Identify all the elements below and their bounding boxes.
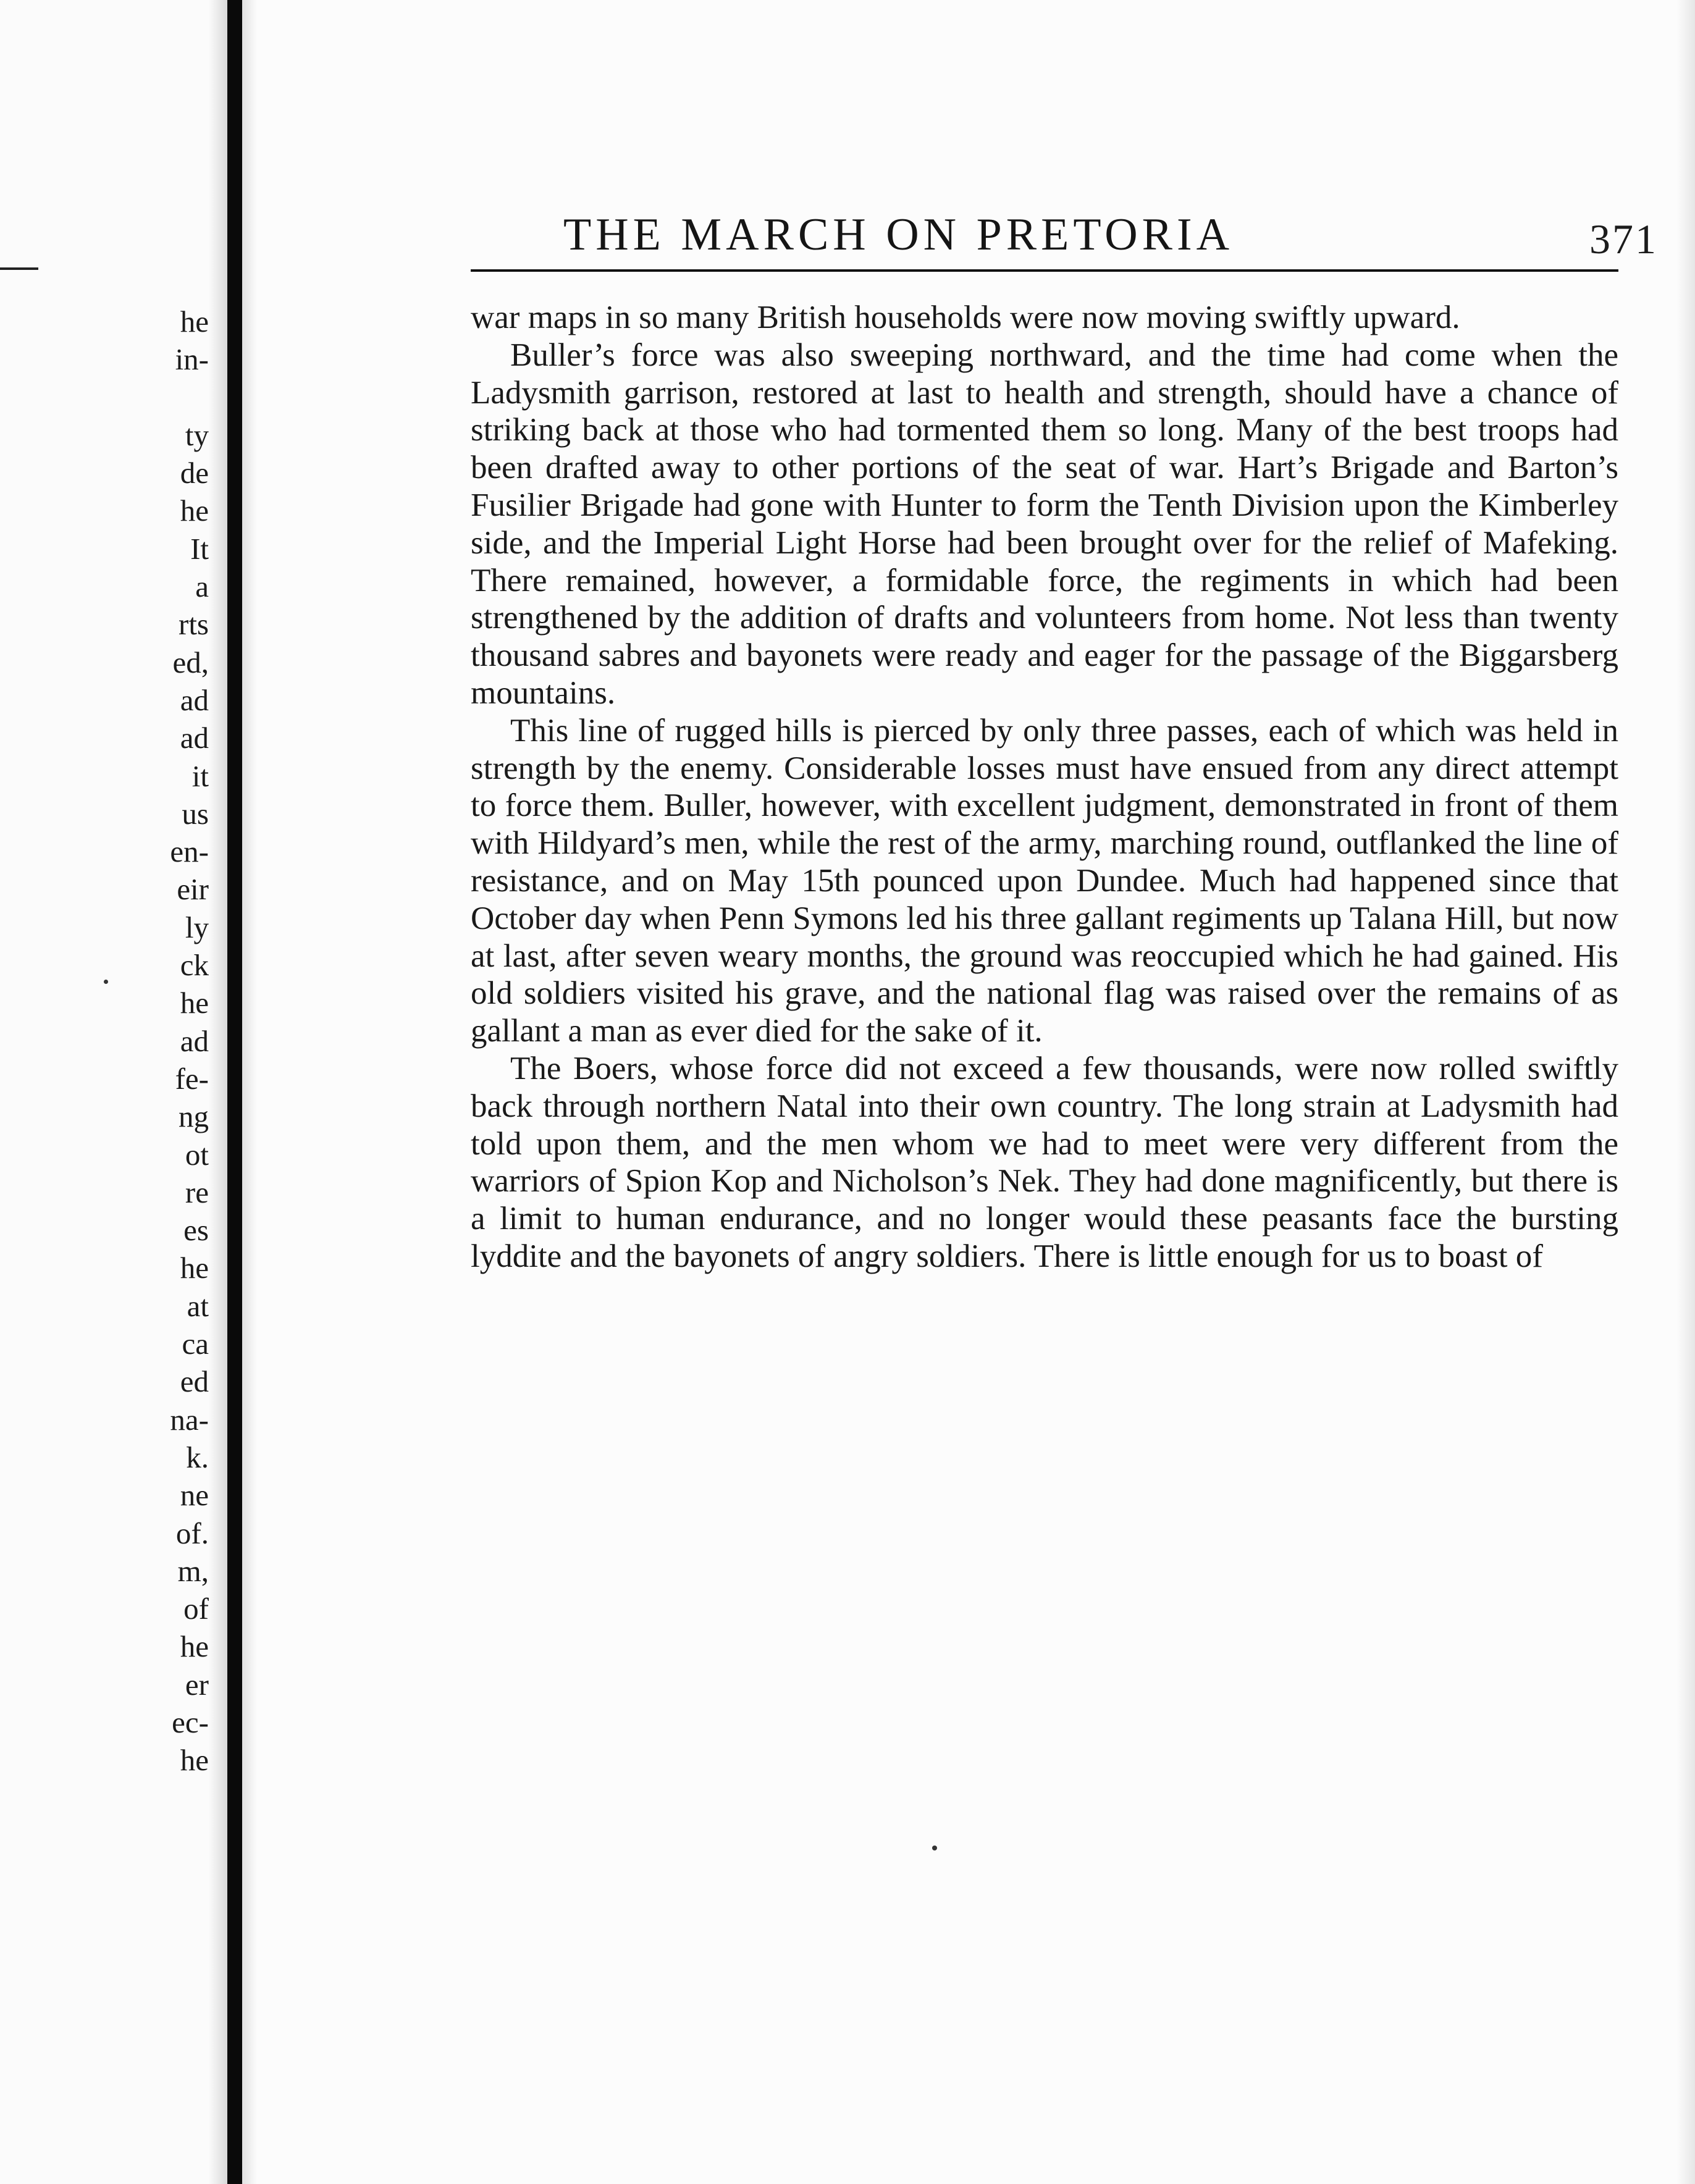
facing-page-fragment: in-: [175, 342, 209, 377]
facing-page-fragment: he: [180, 494, 209, 528]
facing-page-fragment: [85, 379, 209, 416]
facing-page-fragment: es: [183, 1213, 209, 1248]
running-head: [563, 203, 1663, 271]
facing-page-fragment: fe-: [175, 1061, 209, 1096]
book-page: [242, 0, 1695, 2184]
facing-page-fragment: of.: [175, 1516, 209, 1550]
facing-page-fragment: ca: [182, 1327, 209, 1361]
facing-page-fragment: m,: [177, 1553, 209, 1588]
page-number: 371: [1589, 216, 1658, 262]
page-inner-edge: [242, 0, 257, 2184]
facing-page-fragment: ad: [180, 721, 209, 755]
facing-page-fragment: ed,: [172, 645, 209, 679]
facing-page-fragment: It: [190, 531, 209, 566]
paragraph: This line of rugged hills is pierced by only three passes, each of which was held in strength by the enemy. Considerable losses must have ensued from any direct attempt to force them. Buller, however, with excellent judgment, demonstrated in front of them with Hildyard’s men, while the rest of the army, marching round, outflanked the line of resistance, and on May 15th pounced upon Dundee. Much had happened since that October day when Penn Symons led his three gallant regiments up Talana Hill, but now at last, after seven weary months, the ground was reoccupied which he had gained. His old soldiers visited his grave, and the national flag was raised over the remains of as gallant a man as ever died for the sake of it.: [471, 712, 1618, 1049]
body-text: [471, 299, 1618, 1275]
facing-page-fragment: he: [180, 304, 209, 338]
facing-page-fragment: he: [180, 986, 209, 1020]
paragraph: Buller’s force was also sweeping northward, and the time had come when the Ladysmith garrison, restored at last to health and strength, should have a chance of striking back at those who had tormented them so long. Many of the best troops had been drafted away to other portions of the seat of war. Hart’s Brigade and Barton’s Fusilier Brigade had gone with Hunter to form the Tenth Division upon the Kimberley side, and the Imperial Light Horse had been brought over for the relief of Mafeking. There remained, however, a formidable force, the regiments in which had been strengthened by the addition of drafts and volunteers from home. Not less than twenty thousand sabres and bayonets were ready and eager for the passage of the Biggarsberg mountains.: [471, 337, 1618, 711]
facing-page-fragment: of: [183, 1592, 209, 1626]
facing-page-fragment: de: [180, 456, 209, 490]
facing-page: [0, 0, 227, 2184]
facing-page-fragment: ng: [179, 1099, 209, 1134]
facing-page-fragment: re: [185, 1175, 209, 1209]
facing-page-fragment: ne: [180, 1478, 209, 1513]
facing-page-fragment: er: [185, 1667, 209, 1702]
ink-speck: [932, 1846, 937, 1850]
facing-page-fragment: eir: [177, 872, 209, 907]
running-title: THE MARCH ON PRETORIA: [563, 209, 1234, 260]
facing-page-fragment: he: [180, 1629, 209, 1664]
facing-page-fragment: en-: [170, 834, 209, 869]
facing-page-gutter-shadow: [209, 0, 227, 2184]
facing-page-fragment: ad: [180, 1023, 209, 1058]
header-rule: [471, 269, 1618, 272]
facing-page-fragment: he: [180, 1743, 209, 1778]
facing-page-fragment: na-: [170, 1402, 209, 1437]
facing-page-fragment: k.: [186, 1440, 209, 1474]
page-outer-edge: [1676, 0, 1695, 2184]
paragraph: The Boers, whose force did not exceed a few thousands, were now rolled swiftly back through northern Natal into their own country. The long strain at Ladysmith had told upon them, and the men whom we had to meet were very different from the warriors of Spion Kop and Nicholson’s Nek. They had done magnificently, but there is a limit to human endurance, and no longer would these peasants face the bursting lyddite and the bayonets of angry soldiers. There is little enough for us to boast of: [471, 1050, 1618, 1274]
facing-page-fragment: at: [187, 1288, 209, 1323]
facing-page-fragment: ck: [180, 948, 209, 983]
facing-page-fragment: a: [195, 569, 209, 604]
facing-page-fragment: he: [180, 1251, 209, 1285]
facing-page-fragment: ad: [180, 682, 209, 717]
facing-page-fragment: ty: [185, 418, 209, 452]
facing-page-fragment: us: [182, 796, 209, 831]
facing-page-fragment: ed: [180, 1364, 209, 1399]
facing-page-fragment: ot: [185, 1137, 209, 1172]
facing-page-fragment: rts: [179, 607, 209, 642]
facing-page-fragment: it: [191, 758, 209, 793]
facing-page-header-rule: [0, 267, 38, 270]
facing-page-fragment: ly: [185, 910, 209, 944]
facing-page-fragment: ec-: [172, 1705, 209, 1739]
paragraph: war maps in so many British households were now moving swiftly upward.: [471, 300, 1460, 335]
facing-page-text-fragments: [85, 303, 209, 1779]
facing-page-ink-speck: [104, 980, 108, 984]
